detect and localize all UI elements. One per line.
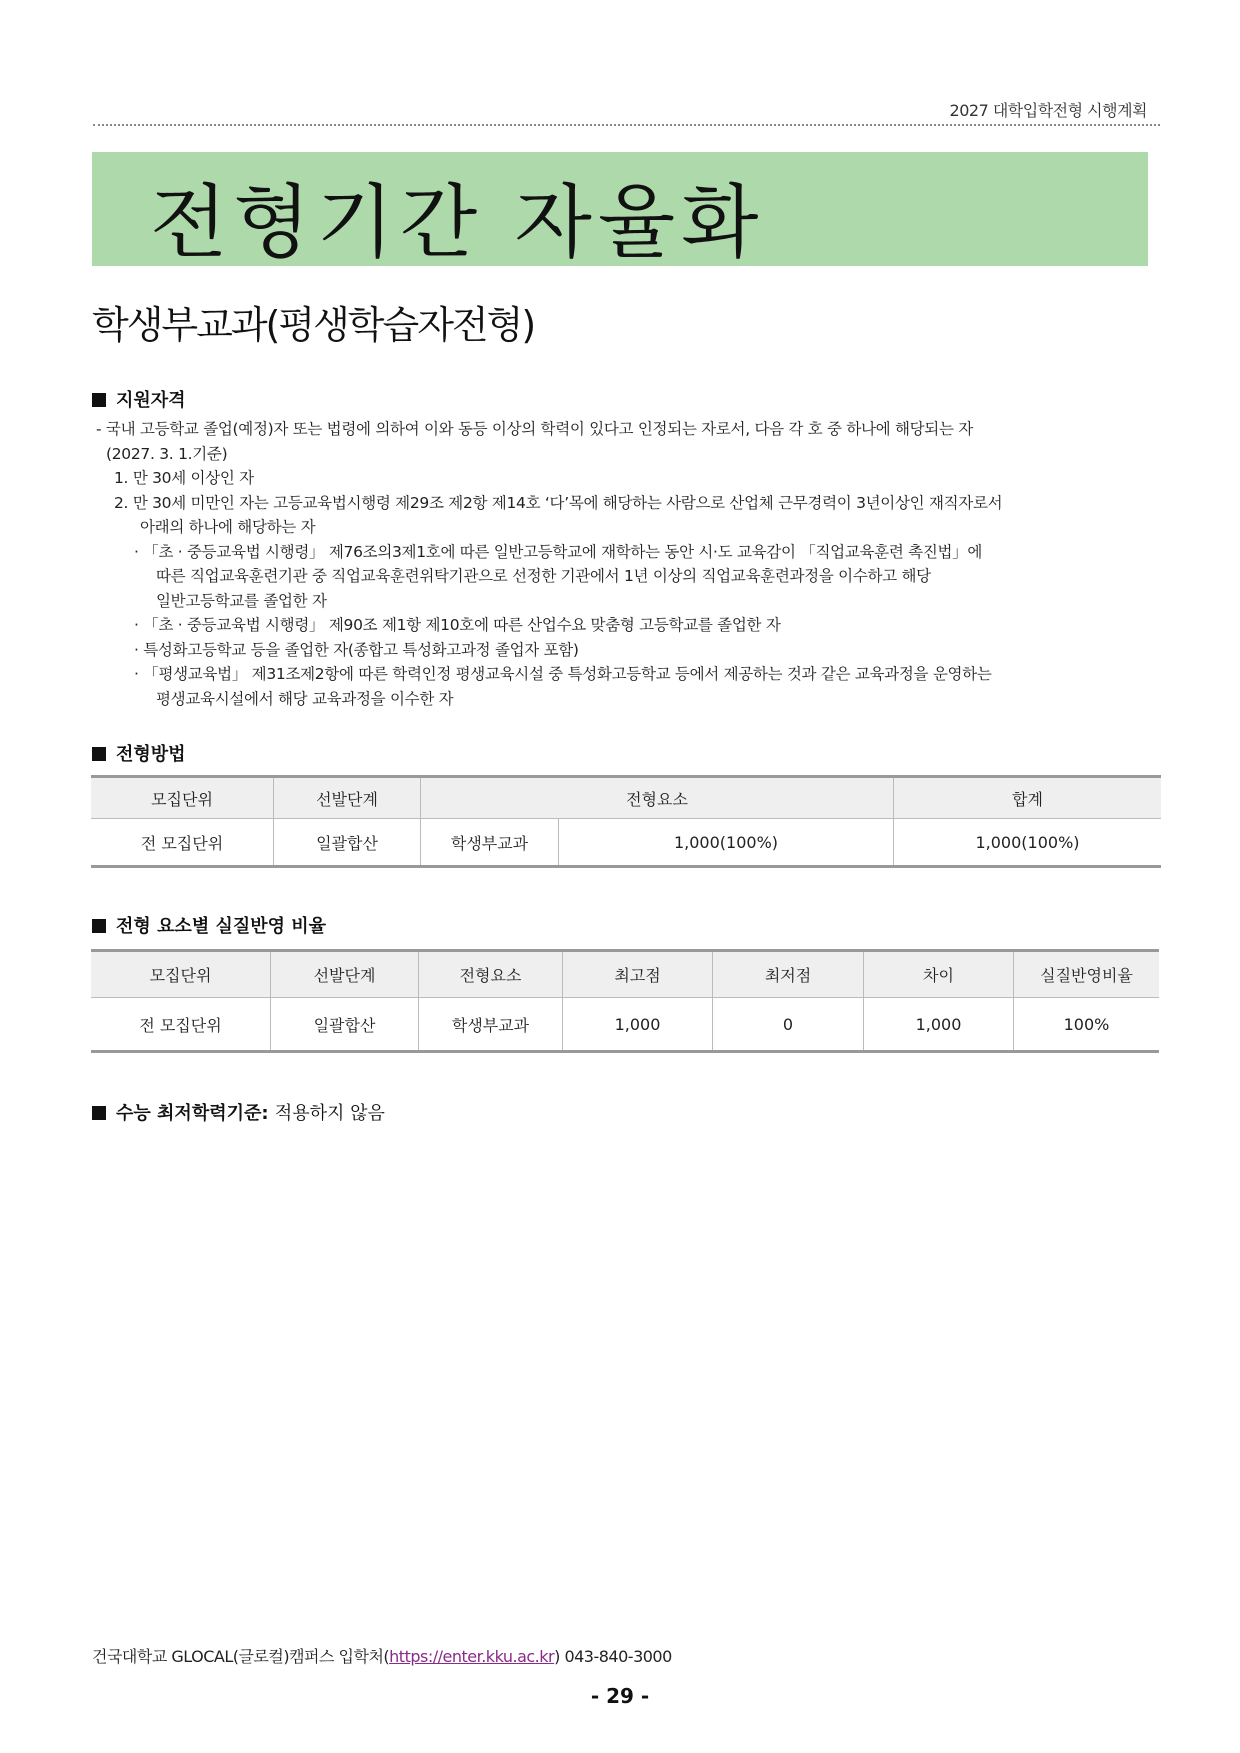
cell: 학생부교과 [421,819,559,867]
footer-contact [92,1644,672,1667]
ratio-table [91,949,1159,1053]
section-eligibility-heading [92,386,186,412]
eligibility-subitem: 평생교육시설에서 해당 교육과정을 이수한 자 [156,689,454,708]
square-bullet-icon [92,919,106,933]
eligibility-subitem: · 특성화고등학교 등을 졸업한 자(종합고 특성화고과정 졸업자 포함) [134,640,579,659]
table-row [91,819,1161,867]
table-header-row [91,777,1161,819]
eligibility-item: 1. 만 30세 이상인 자 [114,469,254,487]
page-subtitle: 학생부교과(평생학습자전형) [92,303,535,347]
cell: 1,000 [864,998,1014,1052]
running-header: 2027 대학입학전형 시행계획 [949,101,1147,120]
eligibility-body [96,417,1166,711]
heading-text: 지원자격 [116,390,186,411]
col-header: 선발단계 [274,777,421,819]
col-header: 선발단계 [271,951,419,998]
square-bullet-icon [92,393,106,407]
col-header: 실질반영비율 [1014,951,1160,998]
cell: 0 [713,998,864,1052]
cell: 1,000(100%) [559,819,894,867]
header-divider [93,124,1160,126]
col-header: 전형요소 [421,777,894,819]
eligibility-intro: - 국내 고등학교 졸업(예정)자 또는 법령에 의하여 이와 동등 이상의 학력이 있다고 인정되는 자로서, 다음 각 호 중 하나에 해당되는 자 [96,420,973,438]
section-csat-heading [92,1099,385,1125]
col-header: 모집단위 [91,951,271,998]
col-header: 차이 [864,951,1014,998]
col-header: 모집단위 [91,777,274,819]
cell: 일괄합산 [271,998,419,1052]
method-table [91,775,1161,868]
eligibility-subitem: · 「초 · 중등교육법 시행령」 제90조 제1항 제10호에 따른 산업수요 맞춤형 고등학교를 졸업한 자 [134,616,781,634]
cell: 전 모집단위 [91,998,271,1052]
eligibility-subitem: 따른 직업교육훈련기관 중 직업교육훈련위탁기관으로 선정한 기관에서 1년 이상의 직업교육훈련과정을 이수하고 해당 [156,567,931,585]
footer-suffix: ) 043-840-3000 [554,1647,672,1666]
col-header: 최저점 [713,951,864,998]
eligibility-subitem: · 「평생교육법」 제31조제2항에 따른 학력인정 평생교육시설 중 특성화고등학교 등에서 제공하는 것과 같은 교육과정을 운영하는 [134,665,992,683]
banner-title: 전형기간 자율화 [150,176,765,269]
square-bullet-icon [92,1106,106,1120]
eligibility-item: 아래의 하나에 해당하는 자 [140,518,316,536]
cell: 100% [1014,998,1160,1052]
eligibility-subitem: · 「초 · 중등교육법 시행령」 제76조의3제1호에 따른 일반고등학교에 재학하는 동안 시·도 교육감이 「직업교육훈련 촉진법」에 [134,542,983,561]
table-header-row [91,951,1159,998]
table-row [91,998,1159,1052]
heading-text: 수능 최저학력기준: [116,1103,269,1124]
cell: 1,000 [563,998,713,1052]
section-method-heading [92,740,186,766]
eligibility-item: 2. 만 30세 미만인 자는 고등교육법시행령 제29조 제2항 제14호 ‘다’목에 해당하는 사람으로 산업체 근무경력이 3년이상인 재직자로서 [114,493,1003,512]
heading-text: 전형방법 [116,744,186,765]
section-ratio-heading [92,912,326,938]
col-header: 합계 [894,777,1162,819]
footer-prefix: 건국대학교 GLOCAL(글로컬)캠퍼스 입학처( [92,1647,390,1666]
cell: 전 모집단위 [91,819,274,867]
page-number: - 29 - [590,1684,650,1708]
eligibility-date: (2027. 3. 1.기준) [106,444,228,463]
square-bullet-icon [92,747,106,761]
cell: 일괄합산 [274,819,421,867]
csat-value: 적용하지 않음 [274,1103,385,1124]
col-header: 최고점 [563,951,713,998]
eligibility-subitem: 일반고등학교를 졸업한 자 [156,591,327,610]
cell: 1,000(100%) [894,819,1162,867]
admissions-link[interactable]: https://enter.kku.ac.kr [389,1647,555,1666]
cell: 학생부교과 [419,998,563,1052]
heading-text: 전형 요소별 실질반영 비율 [116,916,327,937]
col-header: 전형요소 [419,951,563,998]
